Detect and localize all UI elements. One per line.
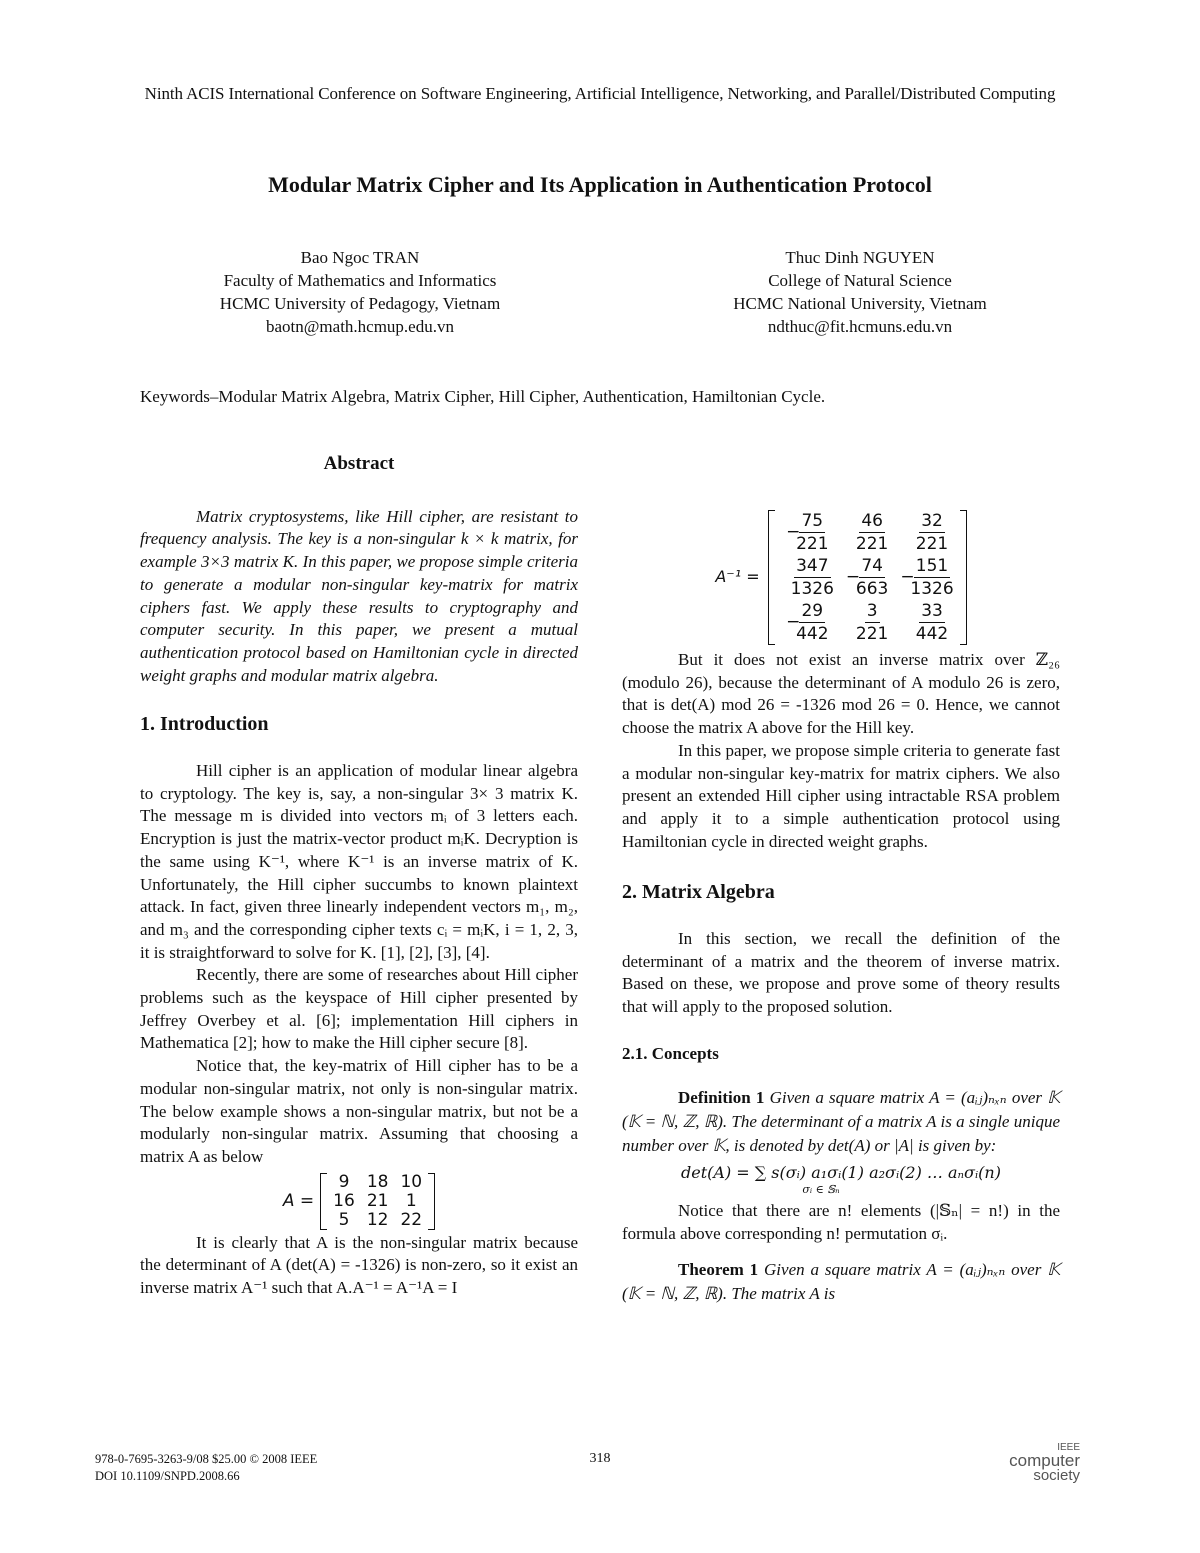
fraction-sign: − [900, 567, 915, 587]
author-affiliation: Faculty of Mathematics and Informatics [223, 271, 497, 290]
subsection-heading-concepts: 2.1. Concepts [622, 1043, 719, 1063]
author-name: Bao Ngoc TRAN [300, 248, 420, 267]
matrix-cell [775, 510, 840, 555]
fraction-numerator: 3 [866, 601, 878, 621]
keywords: Keywords–Modular Matrix Algebra, Matrix Cipher, Hill Cipher, Authentication, Hamiltonian Cycle. [140, 387, 826, 406]
matrix-cell: 16 [333, 1190, 355, 1211]
right-column [622, 510, 1060, 1306]
formula-subscript: σᵢ ∈ 𝕊ₙ [802, 1183, 840, 1197]
bracket-left [768, 510, 775, 645]
page-number: 318 [589, 1451, 611, 1466]
logo-computer-text: computer [1009, 1451, 1080, 1470]
matrix-cell [894, 510, 959, 555]
fraction [791, 555, 834, 600]
logo-ieee-text: IEEE [1057, 1442, 1080, 1453]
fraction-denominator: 1326 [910, 579, 954, 599]
matrix-a-inverse [622, 510, 1060, 645]
determinant-formula [622, 1162, 1060, 1197]
theorem-label: Theorem 1 [678, 1259, 759, 1279]
matrix-cell [775, 600, 840, 645]
fraction-denominator: 663 [855, 579, 889, 599]
bracket-right [428, 1173, 435, 1230]
theorem-1 [622, 1258, 1060, 1306]
matrix-row [327, 1192, 428, 1211]
abstract-text: Matrix cryptosystems, like Hill cipher, are resistant to frequency analysis. The key is a non-singular k × k matrix, for example 3×3 matrix K. In this paper, we propose simple criteria to generate a modular non-singular key-matrix for matrix ciphers fast. We apply these results to cryptography and computer security. In this paper, we present a mutual authentication protocol based on Hamiltonian cycle in directed weight graphs and modular matrix algebra. [140, 506, 578, 685]
matrix-row [775, 600, 960, 645]
matrix-cell: 1 [405, 1190, 417, 1211]
fraction-denominator: 221 [855, 534, 889, 554]
fraction [856, 510, 888, 555]
fraction-numerator: 75 [801, 511, 824, 531]
body-paragraph: In this section, we recall the definition of the determinant of a matrix and the theorem of inverse matrix. Based on these, we propose and prove some of theory results that will apply to the proposed solution. [622, 929, 1060, 1017]
section-heading-matrix-algebra: 2. Matrix Algebra [622, 881, 775, 904]
fraction-numerator: 33 [921, 601, 943, 621]
fraction [856, 600, 888, 645]
bracket-right [960, 510, 967, 645]
matrix-cell [840, 600, 894, 645]
matrix-cell [840, 555, 894, 600]
footer-doi: DOI 10.1109/SNPD.2008.66 [95, 1469, 240, 1483]
definition-text: Given a square matrix A = (aᵢⱼ)ₙₓₙ over 𝕂 (𝕂 = ℕ, ℤ, ℝ). The determinant of a matrix A is a single unique number over 𝕂, is denoted by det(A) or |A| is given by: [622, 1087, 1060, 1155]
fraction-numerator: 74 [861, 556, 883, 576]
fraction [916, 510, 948, 555]
fraction-sign: − [845, 567, 861, 587]
fraction-denominator: 221 [855, 624, 889, 644]
fraction-denominator: 442 [915, 624, 949, 644]
author-affiliation: HCMC National University, Vietnam [733, 294, 987, 313]
abstract-heading: Abstract [323, 453, 395, 474]
fraction-sign: − [786, 612, 801, 632]
footer-isbn: 978-0-7695-3263-9/08 $25.00 © 2008 IEEE [95, 1452, 318, 1466]
matrix-cell: 5 [338, 1209, 350, 1230]
author-block-1 [110, 246, 610, 338]
intro-paragraph: Notice that, the key-matrix of Hill cipher has to be a modular non-singular matrix, not only is non-singular matrix. The below example shows a non-singular matrix, but not be a modularly non-singular matrix. Assuming that choosing a matrix A as below [140, 1056, 578, 1166]
matrix-inverse-label: A⁻¹ = [715, 567, 760, 587]
fraction-numerator: 29 [801, 601, 824, 621]
theorem-text: Given a square matrix A = (aᵢⱼ)ₙₓₙ over 𝕂 (𝕂 = ℕ, ℤ, ℝ). The matrix A is [622, 1259, 1060, 1303]
fraction-denominator: 221 [796, 534, 829, 554]
matrix-cell: 18 [366, 1171, 389, 1192]
matrix-cell [894, 600, 959, 645]
matrix-row [775, 555, 960, 600]
fraction [916, 600, 948, 645]
author-email: ndthuc@fit.hcmuns.edu.vn [767, 317, 953, 336]
fraction-numerator: 32 [921, 511, 943, 531]
matrix-cell [775, 555, 840, 600]
matrix-a [140, 1173, 578, 1230]
author-affiliation: HCMC University of Pedagogy, Vietnam [219, 294, 501, 313]
fraction-numerator: 151 [915, 556, 949, 576]
logo-society-text: society [1033, 1467, 1080, 1484]
matrix-cell: 10 [400, 1171, 423, 1192]
intro-paragraph: Hill cipher is an application of modular linear algebra to cryptology. The key is, say, a non-singular 3× 3 matrix K. The message m is divided into vectors mᵢ of 3 letters each. Encryption is just the matrix-vector product mᵢK. Decryption is the same using K⁻¹, where K⁻¹ is an inverse matrix of K. Unfortunately, the Hill cipher succumbs to known plaintext attack. In fact, given three linearly independent vectors m₁, m₂, and m₃ and the corresponding cipher texts cᵢ = mᵢK, i = 1, 2, 3, it is straightforward to solve for K. [1], [2], [3], [4]. [140, 761, 578, 962]
matrix-row [327, 1173, 428, 1192]
fraction-denominator: 442 [796, 624, 829, 644]
matrix-row [327, 1211, 428, 1230]
fraction-numerator: 46 [861, 511, 883, 531]
fraction [796, 510, 828, 555]
body-paragraph: But it does not exist an inverse matrix over ℤ₂₆ (modulo 26), because the determinant of A modulo 26 is zero, that is det(A) mod 26 = -1326 mod 26 = 0. Hence, we cannot choose the matrix A above for the Hill key. [622, 650, 1060, 738]
body-paragraph: Notice that there are n! elements (|𝕊ₙ| = n!) in the formula above corresponding n! permutation σᵢ. [622, 1201, 1060, 1243]
author-email: baotn@math.hcmup.edu.vn [266, 317, 454, 336]
fraction-sign: − [786, 522, 801, 542]
author-block-2 [610, 246, 1110, 338]
fraction [796, 600, 828, 645]
definition-label: Definition 1 [678, 1087, 765, 1107]
matrix-cell [840, 510, 894, 555]
section-heading-introduction: 1. Introduction [140, 713, 269, 736]
fraction-denominator: 221 [915, 534, 949, 554]
intro-paragraph: Recently, there are some of researches about Hill cipher problems such as the keyspace of Hill cipher presented by Jeffrey Overbey et al. [6]; implementation Hill ciphers in Mathematica [2]; how to make the Hill cipher secure [8]. [140, 965, 578, 1053]
matrix-a-label: A = [282, 1190, 315, 1211]
fraction-denominator: 1326 [790, 579, 834, 599]
matrix-a-table [327, 1173, 428, 1230]
matrix-inverse-table [775, 510, 960, 645]
left-column [140, 453, 578, 1300]
author-name: Thuc Dinh NGUYEN [785, 248, 935, 267]
conference-header: Ninth ACIS International Conference on Software Engineering, Artificial Intelligence, Networking, and Parallel/Distributed Computing [144, 84, 1056, 103]
body-paragraph: In this paper, we propose simple criteria to generate fast a modular non-singular key-matrix for matrix ciphers. We also present an extended Hill cipher using intractable RSA problem and apply it to a simple authentication protocol using Hamiltonian cycle in directed weight graphs. [622, 740, 1060, 851]
matrix-cell: 9 [338, 1171, 350, 1192]
intro-paragraph: It is clearly that A is the non-singular matrix because the determinant of A (det(A) = -1326) is non-zero, so it exist an inverse matrix A⁻¹ such that A.A⁻¹ = A⁻¹A = I [140, 1232, 578, 1298]
fraction [856, 555, 888, 600]
matrix-cell: 12 [366, 1209, 389, 1230]
matrix-cell: 22 [400, 1209, 423, 1230]
fraction-numerator: 347 [796, 556, 829, 576]
matrix-cell [894, 555, 959, 600]
bracket-left [320, 1173, 327, 1230]
matrix-cell: 21 [366, 1190, 389, 1211]
paper-title: Modular Matrix Cipher and Its Application in Authentication Protocol [268, 172, 932, 197]
ieee-computer-society-logo [980, 1443, 1080, 1483]
definition-1 [622, 1086, 1060, 1158]
matrix-row [775, 510, 960, 555]
formula-main: det(A) = ∑ s(σᵢ) a₁σᵢ(1) a₂σᵢ(2) … aₙσᵢ(n) [681, 1162, 1001, 1182]
author-affiliation: College of Natural Science [768, 271, 952, 290]
fraction [910, 555, 953, 600]
